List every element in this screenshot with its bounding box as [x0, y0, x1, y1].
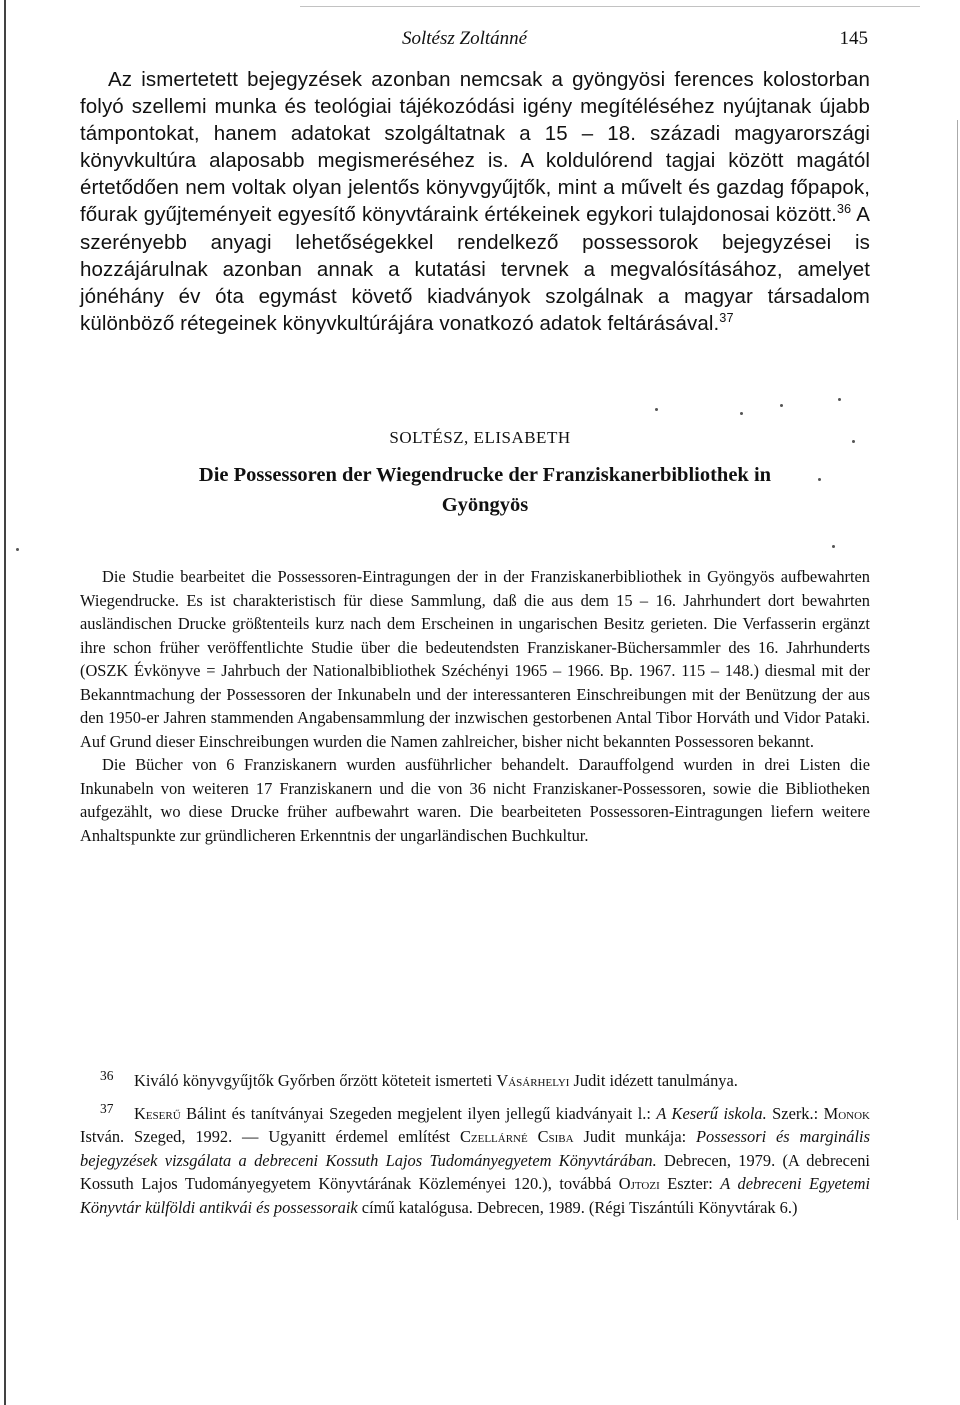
footnote-36-author: Vásárhelyi [496, 1071, 570, 1090]
summary-abstract [80, 565, 870, 847]
footnote-ref-36[interactable]: 36 [836, 201, 852, 217]
summary-title-line2: Gyöngyös [441, 494, 529, 516]
footnote-37-text-e: Debrecen, 1979. (A debreceni Kossuth Lajos Tudományegyetem Könyvtárának Közleményei 120.), továbbá [80, 1150, 870, 1193]
running-head: Soltész Zoltánné [402, 28, 528, 49]
body-text-part2: A szerényebb anyagi lehetőségekkel rendelkező possessorok bejegyzései is hozzájárulnak azonban annak a kutatási tervnek a megvalósításához, amelyet jónéhány év óta egymást követő kiadványok szolgálnak a magyar társadalom különböző rétegeinek könyvkultúrájára vonatkozó adatok feltárásával. [80, 203, 870, 335]
footnote-36-text-b: Judit idézett tanulmánya. [569, 1071, 738, 1090]
page-number: 145 [839, 28, 868, 49]
summary-paragraph-2 [80, 753, 870, 847]
footnote-37-author-3: Czellárné Csiba [459, 1127, 574, 1146]
footnote-37-title-3: A debreceni Egyetemi Könyvtár külföldi antikvái és possessoraik [80, 1174, 871, 1217]
footnote-37-text-c: István. Szeged, 1992. — Ugyanitt érdemel említést [80, 1127, 460, 1146]
scan-speck [780, 404, 783, 407]
footnote-37-text-d: Judit munkája: [573, 1127, 697, 1146]
footnote-37-author-4: Ojtozi [618, 1174, 660, 1193]
scan-speck [818, 478, 821, 481]
footnote-37-title-1: A Keserű iskola. [656, 1103, 767, 1123]
scan-speck [740, 412, 743, 415]
footnote-36-text-a: Kiváló könyvgyűjtők Győrben őrzött köteteit ismerteti [134, 1071, 497, 1090]
summary-title-line1: Die Possessoren der Wiegendrucke der Franziskanerbibliothek in [198, 464, 772, 486]
footnote-37-text-a: Bálint és tanítványai Szegeden megjelent ilyen jellegű kiadványait l.: [180, 1103, 657, 1123]
scan-speck [852, 440, 855, 443]
footnote-37-title-2: Possessori és marginális bejegyzések vizsgálata a debreceni Kossuth Lajos Tudományegyetem Könyvtárában. [80, 1127, 870, 1170]
footnote-37-author-2: Monok [823, 1103, 870, 1123]
footnote-36-number: 36 [100, 1068, 114, 1083]
footnote-36 [80, 1064, 870, 1093]
body-paragraph [80, 66, 870, 337]
footnote-37-text-g: című katalógusa. Debrecen, 1989. (Régi Tiszántúli Könyvtárak 6.) [357, 1197, 798, 1217]
footnote-37-number: 37 [100, 1100, 114, 1116]
scan-speck [832, 545, 835, 548]
body-text-part1: Az ismertetett bejegyzések azonban nemcsak a gyöngyösi ferences kolostorban folyó szellemi munka és teológiai tájékozódási igény megítéléséhez nyújtanak újabb támpontokat, hanem adatokat szolgáltatnak a 15 – 18. századi magyarországi könyvkultúra alaposabb megismeréséhez is. A koldulórend tagjai között magától értetődően nem voltak olyan jelentős könyvgyűjtők, mint a művelt és gazdag főpapok, főurak gyűjteményeit egyesítő könyvtáraink értékeinek egykori tulajdonosai között. [80, 68, 870, 227]
summary-paragraph-1 [80, 565, 870, 753]
summary-author: SOLTÉSZ, ELISABETH [389, 428, 571, 447]
scan-edge-right [957, 120, 958, 1220]
footnote-37-text-f: Eszter: [659, 1174, 721, 1193]
footnote-ref-37[interactable]: 37 [719, 310, 734, 326]
scan-edge [4, 0, 6, 1405]
summary-paragraph-2-text: Die Bücher von 6 Franziskanern wurden ausführlicher behandelt. Darauffolgend wurden in drei Listen die Inkunabeln von weiteren 17 Franziskanern und die von 36 nicht Franziskaner-Possessoren, sowie die Bibliotheken aufgezählt, wo diese Drucke früher aufbewahrt waren. Die bearbeiteten Possessoren-Eintragungen liefern weitere Anhaltspunkte zur gründlicheren Erkenntnis der ungarländischen Buchkultur. [80, 755, 870, 845]
top-rule [300, 6, 920, 7]
scan-speck [655, 408, 658, 411]
summary-paragraph-1-text: Die Studie bearbeitet die Possessoren-Eintragungen der in der Franziskanerbibliothek in Gyöngyös aufbewahrten Wiegendrucke. Es ist charakteristisch für diese Sammlung, daß die aus dem 15 – 16. Jahrhundert dort bewahrten ausländischen Drucke größtenteils kurz nach dem Erscheinen in ungarischen Besitz gerieten. Die Verfasserin ergänzt ihre schon früher veröffentlichte Studie über die bedeutendsten Franziskaner-Büchersammler des 16. Jahrhunderts (OSZK Évkönyve = Jahrbuch der Nationalbibliothek Széchényi 1965 – 1966. Bp. 1967. 115 – 148.) diesmal mit der Bekanntmachung der Possessoren der Inkunabeln und der interessanteren Einschreibungen mit der Benützung der aus den 1950-er Jahren stammenden Angabensammlung der inzwischen gestorbenen Antal Tibor Horváth und Vidor Pataki. Auf Grund dieser Einschreibungen wurden die Namen zahlreicher, bisher nicht bekannten Possessoren bekannt. [80, 567, 870, 751]
summary-title [100, 460, 870, 520]
scan-speck [16, 548, 19, 551]
footnotes [80, 1064, 870, 1223]
footnote-37 [80, 1097, 870, 1220]
footnote-37-text-b: Szerk.: [766, 1103, 824, 1123]
footnote-37-author-1: Keserű [134, 1103, 181, 1123]
scan-speck [838, 398, 841, 401]
